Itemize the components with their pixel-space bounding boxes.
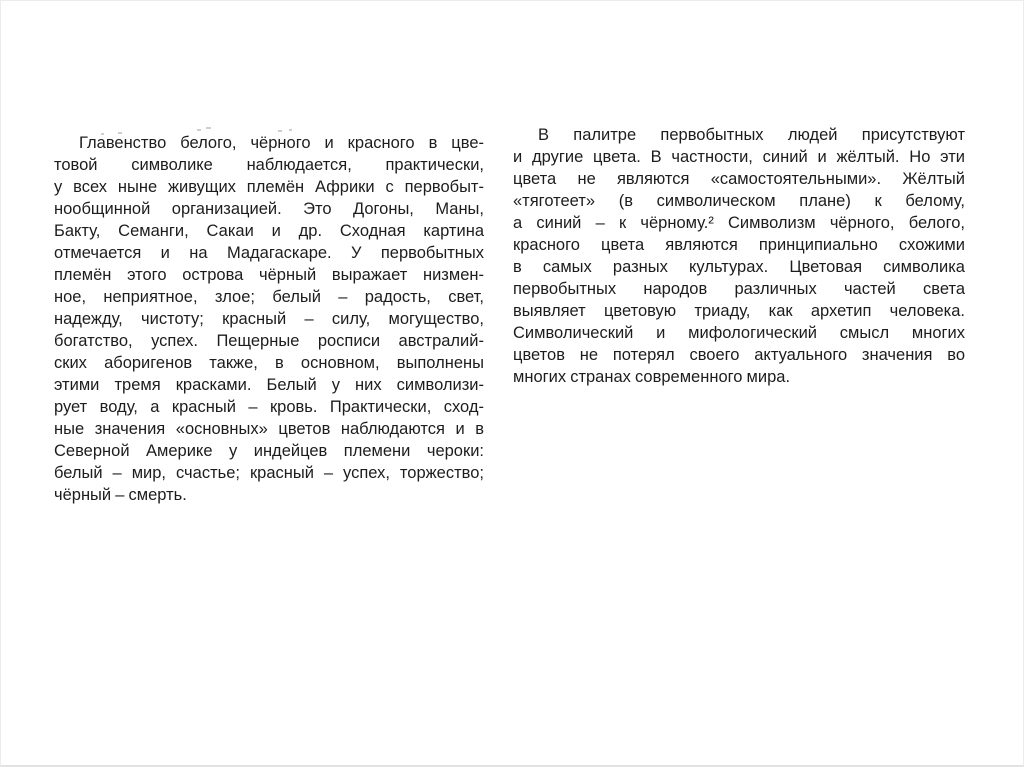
text-line: красного цвета являются принципиально схожими [513, 236, 965, 254]
text-line: многих странах современного мира. [513, 368, 791, 386]
text-line: цветов не потерял своего актуального значения во [513, 346, 965, 364]
text-line: Северной Америке у индейцев племени чероки: [54, 442, 484, 460]
text-line: выявляет цветовую триаду, как архетип человека. [513, 302, 965, 320]
text-line: Бакту, Семанги, Сакаи и др. Сходная картина [54, 222, 484, 240]
text-line: В палитре первобытных людей присутствуют [538, 126, 965, 144]
text-line: белый – мир, счастье; красный – успех, торжество; [54, 464, 484, 482]
text-line: «тяготеет» (в символическом плане) к белому, [513, 192, 965, 210]
text-line: цвета не являются «самостоятельными». Жёлтый [513, 170, 965, 188]
text-line: и другие цвета. В частности, синий и жёлтый. Но эти [513, 148, 965, 166]
text-line: племён этого острова чёрный выражает низмен- [54, 266, 484, 284]
text-line: первобытных народов различных частей света [513, 280, 965, 298]
stray-mark [206, 127, 211, 129]
text-line: ских аборигенов также, в основном, выполнены [54, 354, 484, 372]
text-line: в самых разных культурах. Цветовая символика [513, 258, 965, 276]
left-column [54, 132, 484, 506]
text-line: у всех ныне живущих племён Африки с первобыт- [54, 178, 484, 196]
text-line: а синий – к чёрному.² Символизм чёрного, белого, [513, 214, 965, 232]
text-line: Символический и мифологический смысл многих [513, 324, 965, 342]
right-column [513, 124, 965, 388]
text-line: богатство, успех. Пещерные росписи австралий- [54, 332, 484, 350]
text-line: этими тремя красками. Белый у них символизи- [54, 376, 484, 394]
text-line: нообщинной организацией. Это Догоны, Маны, [54, 200, 484, 218]
stray-mark [197, 129, 201, 131]
text-line: рует воду, а красный – кровь. Практически, сход- [54, 398, 484, 416]
text-line: Главенство белого, чёрного и красного в цве- [79, 134, 484, 152]
text-line: товой символике наблюдается, практически, [54, 156, 484, 174]
text-line: отмечается и на Мадагаскаре. У первобытных [54, 244, 484, 262]
text-line: ные значения «основных» цветов наблюдаются и в [54, 420, 484, 438]
text-line: ное, неприятное, злое; белый – радость, свет, [54, 288, 484, 306]
text-line: чёрный – смерть. [54, 486, 187, 504]
text-line: надежду, чистоту; красный – силу, могущество, [54, 310, 484, 328]
stray-mark [289, 129, 292, 131]
